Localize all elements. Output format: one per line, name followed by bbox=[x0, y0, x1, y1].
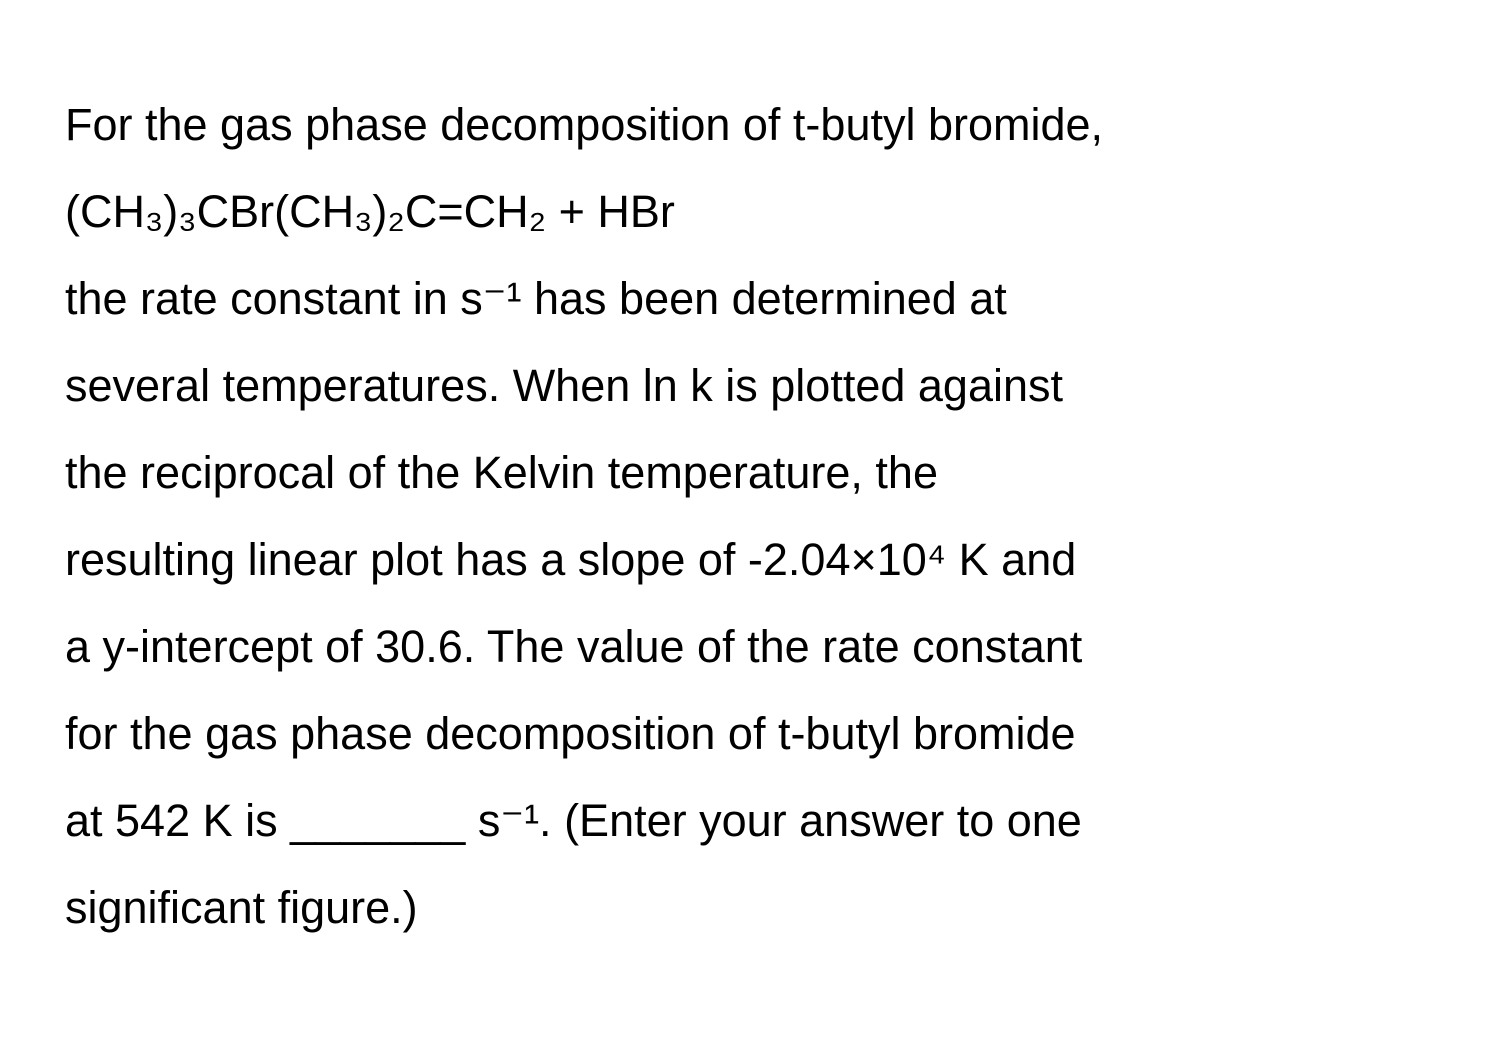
question-text bbox=[65, 92, 1465, 962]
question-line-3: the rate constant in s⁻¹ has been determined at bbox=[65, 273, 1007, 324]
question-line-1: For the gas phase decomposition of t-butyl bromide, bbox=[65, 99, 1104, 150]
question-line-4: several temperatures. When ln k is plotted against bbox=[65, 360, 1063, 411]
question-line-9: at 542 K is _______ s⁻¹. (Enter your answer to one bbox=[65, 795, 1082, 846]
question-line-6: resulting linear plot has a slope of -2.04×10⁴ K and bbox=[65, 534, 1077, 585]
question-line-8: for the gas phase decomposition of t-butyl bromide bbox=[65, 708, 1076, 759]
question-line-7: a y-intercept of 30.6. The value of the rate constant bbox=[65, 621, 1083, 672]
question-line-5: the reciprocal of the Kelvin temperature, the bbox=[65, 447, 938, 498]
reaction-equation: (CH₃)₃CBr(CH₃)₂C=CH₂ + HBr bbox=[65, 186, 675, 237]
question-line-10: significant figure.) bbox=[65, 882, 418, 933]
